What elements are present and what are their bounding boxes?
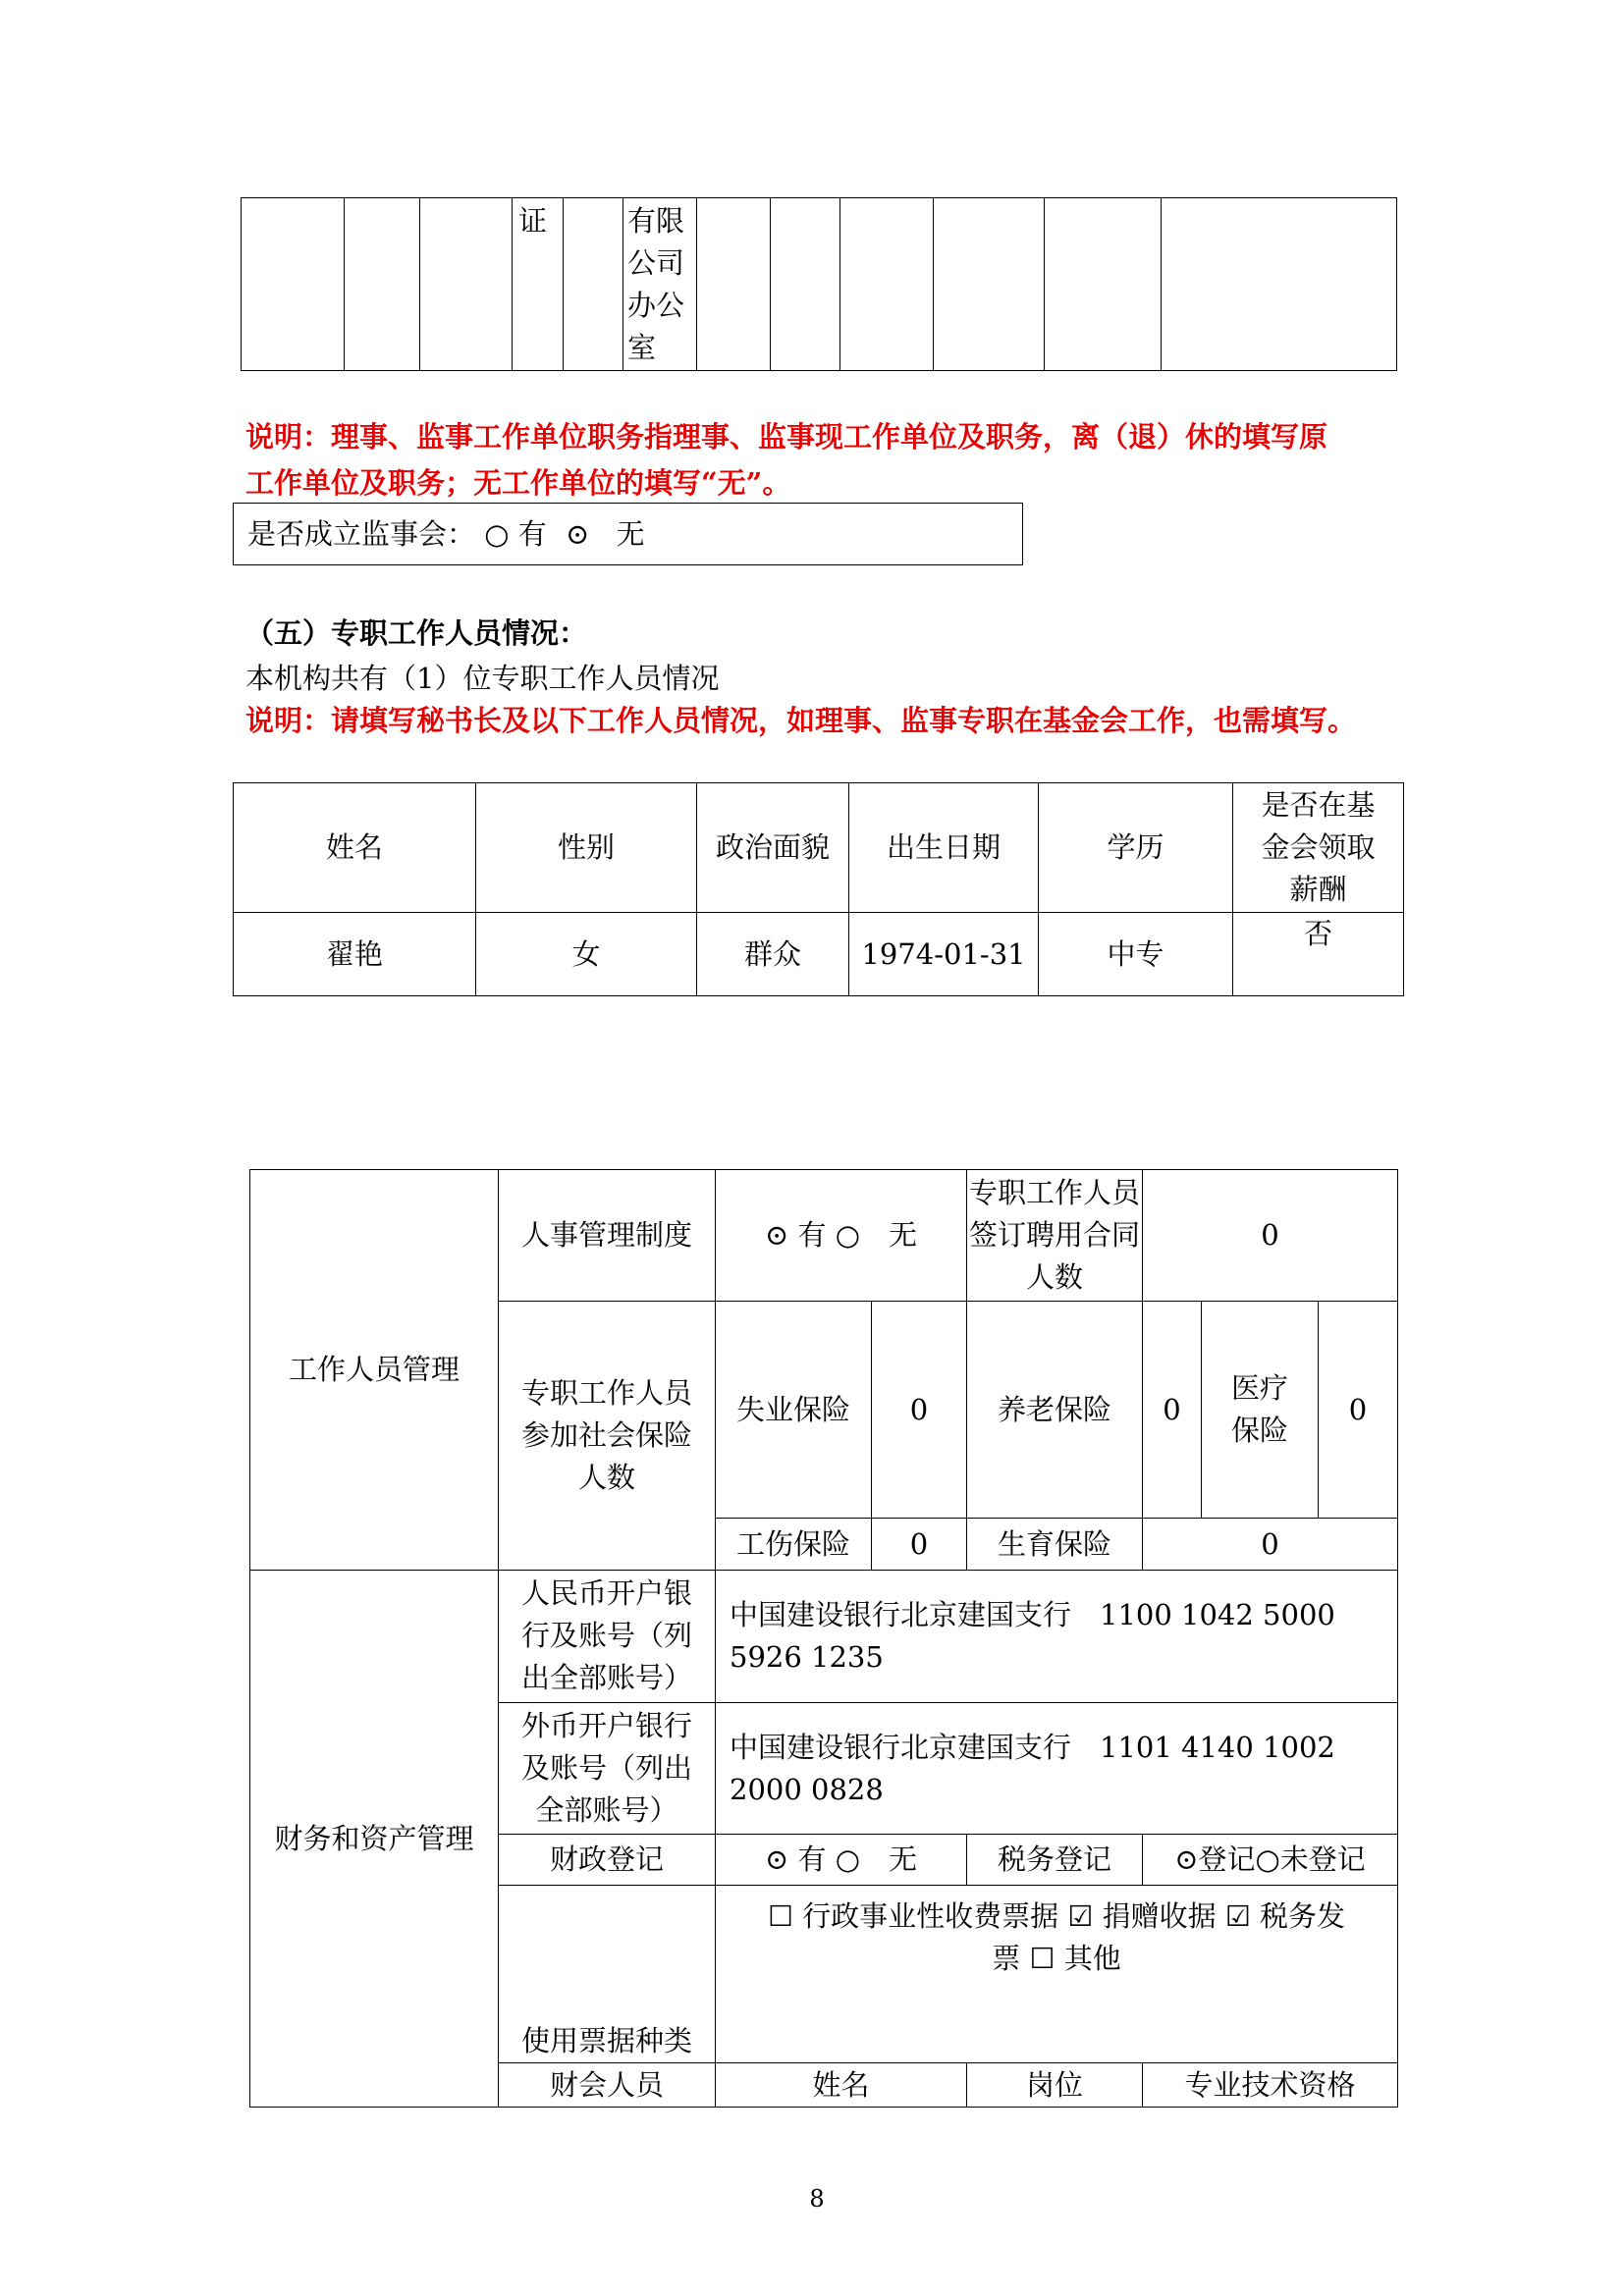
table-cell <box>1162 198 1397 371</box>
label-line: 人数 <box>577 1460 635 1494</box>
pension-label: 养老保险 <box>967 1301 1143 1519</box>
label-line: 专职工作人员 <box>969 1175 1141 1209</box>
table-cell <box>697 198 771 371</box>
label-line: 专职工作人员 <box>520 1375 692 1410</box>
value-line: 5926 1235 <box>730 1639 884 1674</box>
rmb-account-label <box>499 1571 716 1703</box>
value-line: 中国建设银行北京建国支行 1101 4140 1002 <box>730 1730 1335 1764</box>
label-line: 人民币开户银 <box>520 1576 692 1611</box>
table-cell <box>1045 198 1162 371</box>
table-row <box>234 913 1404 996</box>
label-line: 外币开户银行 <box>520 1709 692 1743</box>
header-gender: 性别 <box>476 783 697 913</box>
accountant-name-header: 姓名 <box>716 2063 967 2108</box>
radio-yes[interactable]: ○ <box>484 517 510 551</box>
section-heading: （五）专职工作人员情况： <box>245 616 588 650</box>
table-cell <box>242 198 345 371</box>
injury-value: 0 <box>872 1519 967 1571</box>
label-line: 医疗 <box>1231 1371 1289 1406</box>
pension-value: 0 <box>1143 1301 1202 1519</box>
unemployment-label: 失业保险 <box>716 1301 872 1519</box>
table-cell <box>771 198 840 371</box>
label-line: 保险 <box>1231 1414 1289 1448</box>
hr-system-radio[interactable]: ⊙ 有 ○ 无 <box>716 1170 967 1302</box>
hr-system-label: 人事管理制度 <box>499 1170 716 1302</box>
board-members-table-continued <box>241 197 1397 371</box>
supervisory-board-label: 是否成立监事会： <box>247 517 476 551</box>
cell-education: 中专 <box>1039 913 1233 996</box>
value-line: ☐ 行政事业性收费票据 ☑ 捐赠收据 ☑ 税务发 <box>767 1899 1346 1934</box>
value-line: 中国建设银行北京建国支行 1100 1042 5000 <box>730 1597 1335 1631</box>
medical-label <box>1202 1301 1319 1519</box>
table-cell-zheng: 证 <box>513 198 564 371</box>
note-board-job <box>245 414 1424 507</box>
receipt-types-label: 使用票据种类 <box>499 1886 716 2063</box>
staff-count-line: 本机构共有（1）位专职工作人员情况 <box>245 662 720 695</box>
unit-line: 办公 <box>627 289 685 322</box>
radio-no[interactable]: ⊙ <box>566 517 590 551</box>
header-line: 金会领取 <box>1261 830 1376 864</box>
note-line: 工作单位及职务；无工作单位的填写“无”。 <box>245 466 791 500</box>
label-line: 人数 <box>1026 1259 1084 1294</box>
table-cell <box>840 198 934 371</box>
header-line: 薪酬 <box>1289 873 1347 906</box>
label-line: 及账号（列出 <box>520 1751 692 1786</box>
fiscal-reg-label: 财政登记 <box>499 1835 716 1886</box>
management-table <box>249 1169 1398 2108</box>
label-line: 全部账号） <box>535 1793 678 1828</box>
cell-politics: 群众 <box>697 913 849 996</box>
page-number: 8 <box>809 2185 825 2213</box>
cell-name: 翟艳 <box>234 913 476 996</box>
cell-salary: 否 <box>1233 913 1404 996</box>
unit-line: 有限 <box>627 204 685 238</box>
header-education: 学历 <box>1039 783 1233 913</box>
maternity-label: 生育保险 <box>967 1519 1143 1571</box>
cell-birth: 1974-01-31 <box>849 913 1039 996</box>
header-birth: 出生日期 <box>849 783 1039 913</box>
label-line: 签订聘用合同 <box>969 1217 1141 1252</box>
supervisory-board-box <box>233 503 1023 565</box>
header-salary <box>1233 783 1404 913</box>
note-staff: 说明：请填写秘书长及以下工作人员情况，如理事、监事专职在基金会工作，也需填写。 <box>245 704 1357 737</box>
accountants-label: 财会人员 <box>499 2063 716 2108</box>
label-line: 参加社会保险 <box>520 1417 692 1452</box>
unit-line: 公司 <box>627 246 685 280</box>
header-name: 姓名 <box>234 783 476 913</box>
cell-gender: 女 <box>476 913 697 996</box>
accountant-post-header: 岗位 <box>967 2063 1143 2108</box>
table-cell <box>564 198 623 371</box>
injury-label: 工伤保险 <box>716 1519 872 1571</box>
tax-reg-label: 税务登记 <box>967 1835 1143 1886</box>
table-cell-unit <box>623 198 697 371</box>
unit-line: 室 <box>627 331 657 364</box>
medical-value: 0 <box>1319 1301 1398 1519</box>
unemployment-value: 0 <box>872 1301 967 1519</box>
maternity-value: 0 <box>1143 1519 1398 1571</box>
staff-table <box>233 782 1404 996</box>
radio-no-label: 无 <box>616 517 645 551</box>
contract-count-label <box>967 1170 1143 1302</box>
tax-reg-radio[interactable]: ⊙登记○未登记 <box>1143 1835 1398 1886</box>
table-cell <box>345 198 420 371</box>
receipt-types-value[interactable] <box>716 1886 1398 2063</box>
rmb-account-value <box>716 1571 1398 1703</box>
staff-management-label: 工作人员管理 <box>250 1170 499 1571</box>
table-cell <box>934 198 1045 371</box>
label-line: 出全部账号） <box>520 1661 692 1695</box>
radio-yes-label: 有 <box>517 517 547 551</box>
fx-account-label <box>499 1702 716 1835</box>
header-line: 是否在基 <box>1261 788 1376 822</box>
finance-label: 财务和资产管理 <box>250 1571 499 2108</box>
header-politics: 政治面貌 <box>697 783 849 913</box>
contract-count-value: 0 <box>1143 1170 1398 1302</box>
note-line: 说明：理事、监事工作单位职务指理事、监事现工作单位及职务，离（退）休的填写原 <box>245 420 1328 454</box>
table-cell <box>420 198 513 371</box>
label-line: 行及账号（列 <box>520 1619 692 1653</box>
fx-account-value <box>716 1702 1398 1835</box>
social-insurance-label <box>499 1301 716 1570</box>
value-line: 票 ☐ 其他 <box>992 1942 1121 1976</box>
fiscal-reg-radio[interactable]: ⊙ 有 ○ 无 <box>716 1835 967 1886</box>
value-line: 2000 0828 <box>730 1772 884 1806</box>
accountant-qual-header: 专业技术资格 <box>1143 2063 1398 2108</box>
